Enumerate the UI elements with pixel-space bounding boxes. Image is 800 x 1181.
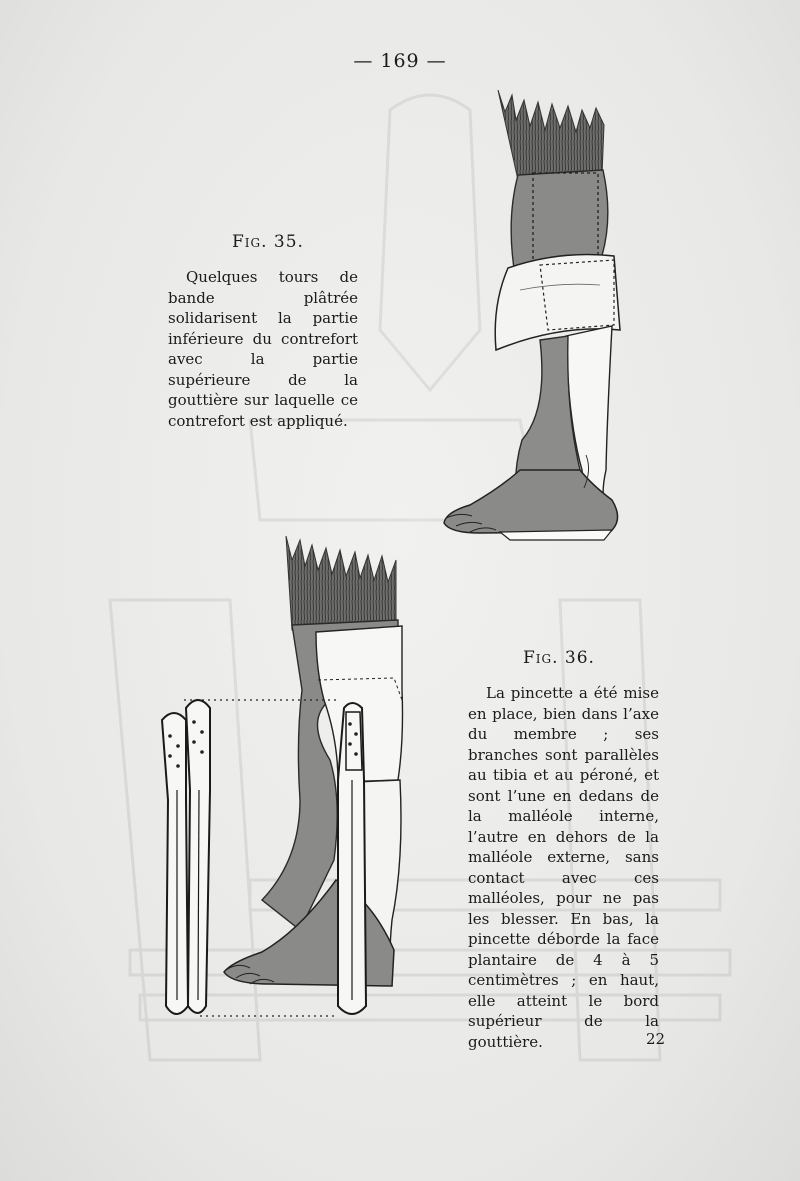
page-number: — 169 — [353, 50, 447, 72]
figure-35-leg-illustration [444, 90, 620, 540]
figure-36-caption [468, 683, 659, 1052]
figure-35-caption [168, 267, 358, 431]
figure-35-title: Fig. 35. [232, 232, 304, 252]
fig36-hair [286, 536, 396, 630]
figure-36-caption-text: La pincette a été mise en place, bien dans l’axe du membre ; ses branches sont parallèles au tibia et au péroné, et sont l’une en dedans de la malléole interne, l’autre en dehors de la malléole externe, sans contact avec ces malléoles, pour ne pas les blesser. En bas, la pincette déborde la face plantaire de 4 à 5 centimètres ; en haut, elle atteint le bord supérieur de la gouttière. [468, 684, 659, 1051]
figure-36-title: Fig. 36. [523, 648, 595, 668]
fig36-pincette-detached [162, 700, 210, 1014]
fig36-pincette-applied [338, 703, 366, 1014]
figure-35-caption-text: Quelques tours de bande plâtrée solidarisent la partie inférieure du contrefort avec la partie supérieure de la gouttière sur laquelle ce contrefort est appliqué. [168, 268, 358, 430]
fig35-hair [498, 90, 604, 180]
figure-36-leg-illustration [162, 536, 403, 1016]
signature-mark: 22 [646, 1030, 666, 1048]
